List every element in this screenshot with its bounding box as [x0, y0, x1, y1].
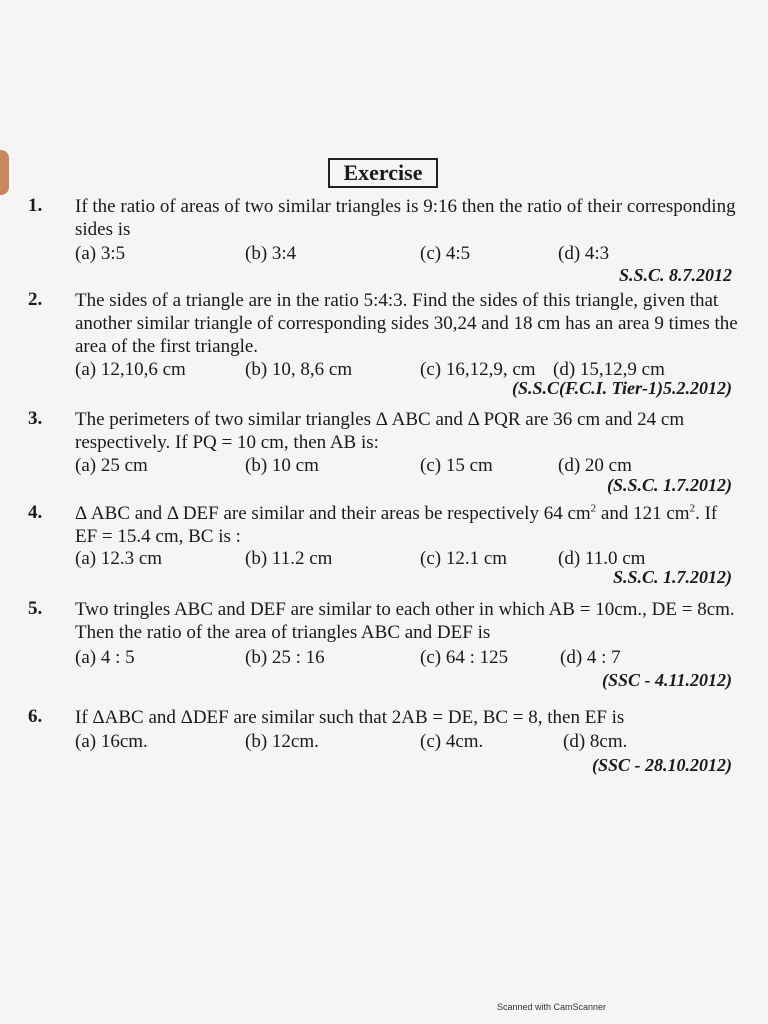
- option-d: (d) 15,12,9 cm: [553, 359, 665, 380]
- question-number: 2.: [28, 289, 43, 310]
- option-b: (b) 10, 8,6 cm: [245, 359, 353, 380]
- question-number: 5.: [28, 598, 43, 619]
- option-c: (c) 4:5: [420, 243, 471, 264]
- option-b: (b) 25 : 16: [245, 647, 325, 668]
- exam-source: (SSC - 4.11.2012): [601, 670, 732, 690]
- option-a: (a) 25 cm: [75, 455, 148, 476]
- option-b: (b) 3:4: [245, 243, 297, 264]
- question-text: If ΔABC and ΔDEF are similar such that 2AB = DE, BC = 8, then EF is: [75, 707, 625, 728]
- scanner-watermark: Scanned with CamScanner: [497, 1002, 607, 1012]
- exam-source: (S.S.C. 1.7.2012): [606, 475, 732, 495]
- option-c: (c) 4cm.: [420, 731, 484, 752]
- page-title: Exercise: [343, 160, 423, 185]
- option-c: (c) 12.1 cm: [420, 548, 508, 569]
- option-d: (d) 4:3: [558, 243, 610, 264]
- option-b: (b) 10 cm: [245, 455, 319, 476]
- option-d: (d) 11.0 cm: [558, 548, 646, 569]
- option-c: (c) 15 cm: [420, 455, 493, 476]
- option-c: (c) 16,12,9, cm: [420, 359, 536, 380]
- option-d: (d) 4 : 7: [560, 647, 621, 668]
- question-number: 6.: [28, 706, 43, 727]
- option-b: (b) 12cm.: [245, 731, 319, 752]
- page-edge-shadow: [0, 150, 9, 195]
- exam-source: (S.S.C(F.C.I. Tier-1)5.2.2012): [511, 378, 732, 398]
- question-text: Two tringles ABC and DEF are similar to each other in which AB = 10cm., DE = 8cm. Then the ratio of the area of triangles ABC and DEF is: [75, 599, 735, 643]
- option-a: (a) 12,10,6 cm: [75, 359, 186, 380]
- question-text: If the ratio of areas of two similar triangles is 9:16 then the ratio of their corresponding sides is: [75, 196, 736, 240]
- exam-source: S.S.C. 1.7.2012): [612, 567, 732, 587]
- option-d: (d) 8cm.: [563, 731, 628, 752]
- exercise-title-box: [328, 158, 438, 188]
- options-row: [0, 647, 768, 671]
- question-number: 3.: [28, 408, 43, 429]
- option-a: (a) 4 : 5: [75, 647, 135, 668]
- option-a: (a) 3:5: [75, 243, 126, 264]
- options-row: [0, 243, 768, 267]
- option-b: (b) 11.2 cm: [245, 548, 333, 569]
- option-a: (a) 12.3 cm: [75, 548, 163, 569]
- question-text: The sides of a triangle are in the ratio 5:4:3. Find the sides of this triangle, given that another similar triangle of corresponding sides 30,24 and 18 cm has an area 9 times the area of the first triangle.: [75, 290, 738, 357]
- option-a: (a) 16cm.: [75, 731, 148, 752]
- options-row: [0, 731, 768, 755]
- option-d: (d) 20 cm: [558, 455, 632, 476]
- exam-source: (SSC - 28.10.2012): [591, 755, 732, 775]
- exam-source: S.S.C. 8.7.2012: [618, 265, 732, 285]
- question-number: 4.: [28, 502, 43, 523]
- option-c: (c) 64 : 125: [420, 647, 509, 668]
- question-number: 1.: [28, 195, 43, 216]
- question-text: The perimeters of two similar triangles Δ ABC and Δ PQR are 36 cm and 24 cm respectively. If PQ = 10 cm, then AB is:: [75, 409, 685, 453]
- question-text: Δ ABC and Δ DEF are similar and their areas be respectively 64 $cm^2$ and 121 $cm^2$. If EF = 15.4 cm, BC is :: [75, 502, 718, 547]
